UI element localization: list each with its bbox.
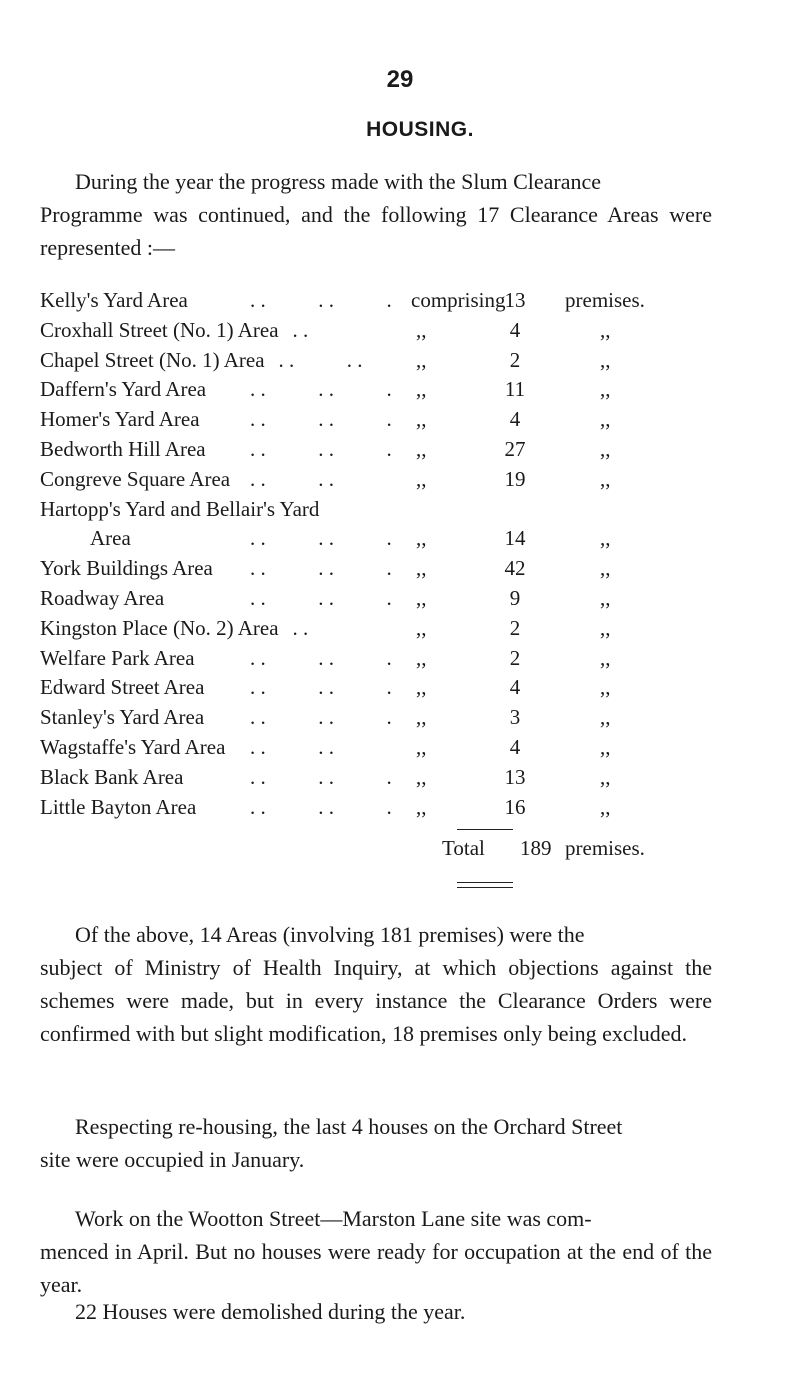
leader-dots: . . . . . — [250, 407, 392, 432]
premises-unit: premises. — [565, 288, 645, 312]
area-name: Black Bank Area — [40, 764, 184, 789]
area-name: York Buildings Area — [40, 556, 213, 581]
demolished-line: 22 Houses were demolished during the year. — [75, 1299, 466, 1324]
inquiry-paragraph — [40, 918, 712, 1050]
area-row — [40, 524, 720, 554]
premises-count: 2 — [509, 615, 521, 640]
area-name: Chapel Street (No. 1) Area — [40, 347, 265, 372]
total-label: Total — [442, 836, 485, 860]
area-row — [40, 405, 720, 435]
area-name: Stanley's Yard Area — [40, 705, 205, 730]
ditto-mark: ,, — [416, 585, 427, 610]
page-number: 29 — [386, 66, 414, 93]
premises-count: 27 — [504, 436, 526, 461]
ditto-mark: ,, — [416, 794, 427, 819]
premises-count: 13 — [504, 288, 526, 312]
intro-first-line: During the year the progress made with the Slum Clearance — [75, 169, 602, 194]
area-row — [40, 614, 720, 644]
area-row — [40, 375, 720, 405]
leader-dots: . . . . . — [250, 675, 392, 700]
leader-dots: . . . . . — [250, 705, 392, 730]
area-row — [40, 316, 720, 346]
area-row — [40, 584, 720, 614]
total-double-rule — [457, 882, 513, 888]
premises-count: 3 — [509, 705, 521, 730]
leader-dots: . . . . . — [250, 526, 392, 551]
leader-dots: . . . . . — [250, 288, 392, 312]
ditto-mark: ,, — [600, 585, 611, 610]
total-unit: premises. — [565, 836, 645, 860]
leader-dots: . . . . . — [250, 436, 392, 461]
ditto-mark: ,, — [416, 556, 427, 581]
page-title: HOUSING. — [366, 118, 474, 141]
premises-count: 42 — [504, 556, 526, 581]
ditto-mark: ,, — [600, 615, 611, 640]
ditto-mark: ,, — [416, 407, 427, 432]
area-name: Homer's Yard Area — [40, 407, 200, 432]
premises-count: 4 — [509, 407, 521, 432]
clearance-areas-list — [40, 286, 720, 822]
ditto-mark: ,, — [600, 377, 611, 402]
area-name: Little Bayton Area — [40, 794, 197, 819]
premises-count: 9 — [509, 585, 521, 610]
area-row — [40, 763, 720, 793]
ditto-mark: ,, — [600, 705, 611, 730]
ditto-mark: ,, — [600, 734, 611, 759]
total-value: 189 — [520, 836, 552, 860]
intro-rest: Programme was continued, and the following 17 Clearance Areas were represented :— — [40, 202, 712, 260]
leader-dots: . . . . — [250, 466, 334, 491]
area-row — [40, 644, 720, 674]
area-row — [40, 703, 720, 733]
ditto-mark: ,, — [600, 794, 611, 819]
ditto-mark: ,, — [416, 436, 427, 461]
ditto-mark: ,, — [416, 764, 427, 789]
ditto-mark: ,, — [600, 407, 611, 432]
area-name: Area — [90, 526, 131, 551]
rehousing-paragraph — [40, 1110, 712, 1176]
ditto-mark: ,, — [600, 675, 611, 700]
demolished-paragraph — [40, 1295, 712, 1328]
ditto-mark: ,, — [416, 377, 427, 402]
rehousing-rest: site were occupied in January. — [40, 1147, 305, 1172]
ditto-mark: ,, — [600, 764, 611, 789]
ditto-mark: ,, — [416, 317, 427, 342]
area-row — [40, 495, 720, 525]
area-name: Edward Street Area — [40, 675, 205, 700]
area-row — [40, 673, 720, 703]
leader-dots: . . . . . — [250, 556, 392, 581]
ditto-mark: ,, — [600, 436, 611, 461]
ditto-mark: ,, — [416, 645, 427, 670]
leader-dots: . . . . . — [250, 764, 392, 789]
ditto-mark: ,, — [600, 317, 611, 342]
ditto-mark: ,, — [416, 615, 427, 640]
area-name: Croxhall Street (No. 1) Area — [40, 317, 279, 342]
wootton-rest: menced in April. But no houses were ready for occupation at the end of the year. — [40, 1239, 712, 1297]
ditto-mark: ,, — [600, 347, 611, 372]
area-name: Roadway Area — [40, 585, 165, 610]
area-row — [40, 733, 720, 763]
ditto-mark: ,, — [600, 466, 611, 491]
inquiry-rest: subject of Ministry of Health Inquiry, at which objections against the schemes were made, but in every instance the Clearance Orders were confirmed with but slight modification, 18 premises only being excluded. — [40, 955, 712, 1046]
ditto-mark: ,, — [416, 675, 427, 700]
leader-dots: . . . . . — [250, 377, 392, 402]
leader-dots: . . . . . — [250, 645, 392, 670]
leader-dots: . . . . . — [250, 585, 392, 610]
ditto-mark: ,, — [600, 556, 611, 581]
ditto-mark: ,, — [416, 734, 427, 759]
premises-count: 4 — [509, 675, 521, 700]
inquiry-first-line: Of the above, 14 Areas (involving 181 premises) were the — [75, 922, 585, 947]
premises-count: 4 — [509, 734, 521, 759]
ditto-mark: ,, — [416, 466, 427, 491]
premises-count: 4 — [509, 317, 521, 342]
premises-count: 2 — [509, 645, 521, 670]
area-name: Wagstaffe's Yard Area — [40, 734, 226, 759]
ditto-mark: ,, — [416, 347, 427, 372]
area-row — [40, 346, 720, 376]
premises-count: 16 — [504, 794, 526, 819]
ditto-mark: ,, — [416, 705, 427, 730]
area-row — [40, 435, 720, 465]
area-name: Daffern's Yard Area — [40, 377, 207, 402]
ditto-mark: ,, — [600, 526, 611, 551]
area-row — [40, 554, 720, 584]
leader-dots: . . — [292, 317, 309, 342]
area-name: Welfare Park Area — [40, 645, 195, 670]
premises-count: 13 — [504, 764, 526, 789]
wootton-paragraph — [40, 1202, 712, 1301]
wootton-first-line: Work on the Wootton Street—Marston Lane site was com- — [75, 1206, 592, 1231]
comprising-word: comprising — [411, 288, 506, 312]
intro-paragraph — [40, 165, 712, 264]
premises-count: 14 — [504, 526, 526, 551]
leader-dots: . . — [292, 615, 309, 640]
area-row — [40, 286, 720, 316]
rehousing-first-line: Respecting re-housing, the last 4 houses on the Orchard Street — [75, 1114, 623, 1139]
leader-dots: . . . . — [278, 347, 363, 372]
area-name: Kingston Place (No. 2) Area — [40, 615, 279, 640]
ditto-mark: ,, — [416, 526, 427, 551]
leader-dots: . . . . — [250, 734, 334, 759]
total-rule — [457, 829, 513, 830]
premises-count: 19 — [504, 466, 526, 491]
ditto-mark: ,, — [600, 645, 611, 670]
area-name: Kelly's Yard Area — [40, 288, 188, 312]
premises-count: 11 — [504, 377, 526, 402]
area-name: Bedworth Hill Area — [40, 436, 206, 461]
area-name: Congreve Square Area — [40, 466, 231, 491]
premises-count: 2 — [509, 347, 521, 372]
area-name: Hartopp's Yard and Bellair's Yard — [40, 496, 320, 521]
area-row — [40, 793, 720, 823]
leader-dots: . . . . . — [250, 794, 392, 819]
area-row — [40, 465, 720, 495]
